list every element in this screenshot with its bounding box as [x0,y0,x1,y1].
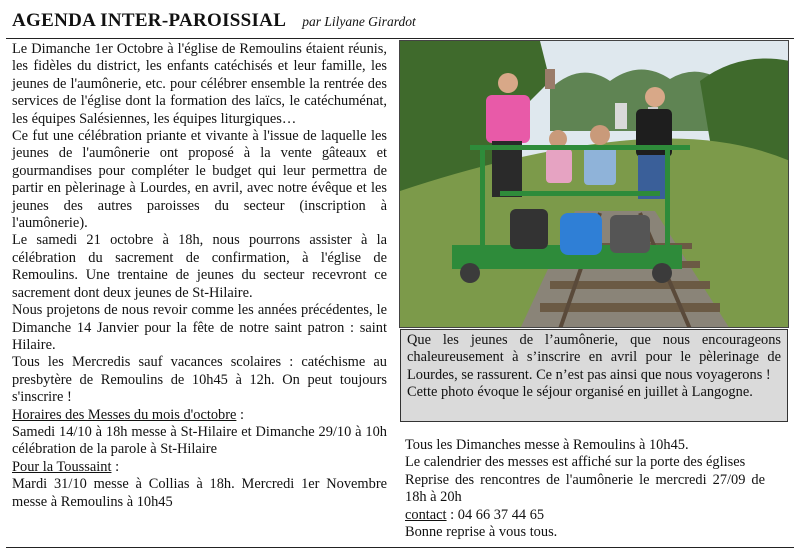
toussaint-label: Pour la Toussaint [12,458,112,475]
header [12,10,416,32]
caption-note: Cette photo évoque le séjour organisé en juillet à Langogne. [407,384,753,401]
photo-cart-handlebar [470,145,690,150]
bottom-divider [6,547,794,548]
closing-line: Bonne reprise à vous tous. [405,524,558,541]
photo-pink-shirt [486,95,530,143]
paragraph-rentree: Le Dimanche 1er Octobre à l'église de Remoulins étaient réunis, les fidèles du district, les enfants catéchisés et leur famille, les jeunes de l'aumônerie, etc. pour célébrer ensemble la rentrée des services de l'église dont la formation des laïcs, le catéchuménat, les équipes Salésiennes, les équipes liturgiques… [12,41,387,127]
paragraph-celebration: Ce fut une célébration priante et vivante à l'issue de laquelle les jeunes de l'aumônerie ont proposé à la vente gâteaux et gourmandises pour compléter le budget qui leur permettra de partir en pèlerinage à Lourdes, en avril, avec notre évêque et les jeunes des autres paroisses du secteur (inscription à l'aumônerie). [12,128,387,232]
contact-phone: : 04 66 37 44 65 [446,506,545,523]
masses-october-label: Horaires des Messes du mois d'octobre [12,406,237,423]
toussaint-text: Mardi 31/10 messe à Collias à 18h. Mercredi 1er Novembre messe à Remoulins à 10h45 [12,476,387,510]
contact-line [405,507,765,524]
toussaint-colon: : [111,458,120,475]
masses-october-colon: : [236,406,245,423]
contact-link[interactable]: contact [405,506,447,523]
author-byline: par Lilyane Girardot [302,14,416,29]
paragraph-saint-hilaire: Nous projetons de nous revoir comme les années précédentes, le Dimanche 14 Janvier pour la fête de notre saint patron : saint Hilaire. [12,302,387,353]
info-aumonerie-meetings: Reprise des rencontres de l'aumônerie le mercredi 27/09 de 18h à 20h [405,471,765,506]
photo-cart-post-left [480,145,485,255]
masses-october-heading [12,407,387,424]
right-info-column [405,437,765,541]
photo-illustration [400,41,789,328]
photo-cart-rail [500,191,660,196]
info-calendar: Le calendrier des messes est affiché sur la porte des églises [405,454,746,471]
paragraph-confirmation: Le samedi 21 octobre à 18h, nous pourrons assister à la célébration du sacrement de confirmation, à l'église de Remoulins. Une trentaine de jeunes du secteur recevront ce sacrement dont deux jeunes de St-Hilaire. [12,232,387,301]
photo-rail-cart [399,40,789,328]
photo-cart-post-right [665,145,670,255]
left-column [12,41,387,511]
page-title: AGENDA INTER-PAROISSIAL [12,10,287,31]
toussaint-heading [12,459,387,476]
paragraph-catechisme: Tous les Mercredis sauf vacances scolaires : catéchisme au presbytère de Remoulins de 10h45 à 12h. On peut toujours s'inscrire ! [12,354,387,406]
info-sunday-mass: Tous les Dimanches messe à Remoulins à 10h45. [405,437,689,453]
photo-caption [400,329,788,422]
top-divider [6,38,794,39]
masses-october-text: Samedi 14/10 à 18h messe à St-Hilaire et Dimanche 29/10 à 10h célébration de la parole à St-Hilaire [12,423,387,458]
caption-text: Que les jeunes de l’aumônerie, que nous encourageons chaleureusement à s’inscrire en avril pour le pèlerinage de Lourdes, se rassurent. Ce n’est pas ainsi que nous voyagerons ! [407,332,781,383]
